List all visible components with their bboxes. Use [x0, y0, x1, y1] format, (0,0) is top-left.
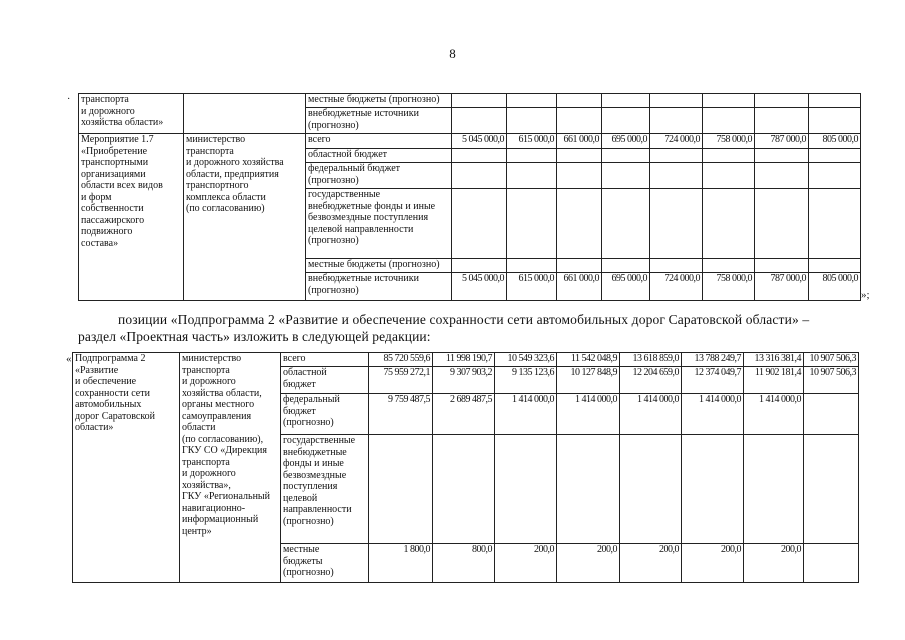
closing-quote-mark: »;: [861, 289, 870, 301]
funding-table-continued: [78, 93, 861, 301]
value-cell: 724 000,0: [650, 134, 703, 149]
value-cell: [804, 544, 859, 583]
source-cell: областной бюджет: [281, 367, 369, 394]
value-cell: 1 414 000,0: [495, 394, 557, 435]
value-cell: 615 000,0: [507, 273, 557, 301]
page-number: 8: [449, 46, 456, 61]
value-cell: 661 000,0: [557, 273, 602, 301]
source-cell: местные бюджеты (прогнозно): [281, 544, 369, 583]
value-cell: [804, 394, 859, 435]
executor-cell-empty: [184, 94, 306, 134]
source-cell: государственные внебюджетные фонды и иные безвозмездные поступления целевой направленности (прогнозно): [306, 189, 452, 259]
value-cell: 11 542 048,9: [557, 353, 620, 367]
value-cell: 10 907 506,3: [804, 353, 859, 367]
value-cell: 85 720 559,6: [369, 353, 433, 367]
measure-executor-cell: министерство транспорта и дорожного хозяйства области, предприятия транспортного комплекса области (по согласованию): [184, 134, 306, 301]
value-cell: 9 759 487,5: [369, 394, 433, 435]
value-cell: 661 000,0: [557, 134, 602, 149]
value-cell: 11 998 190,7: [433, 353, 495, 367]
source-cell: внебюджетные источники (прогнозно): [306, 273, 452, 301]
value-cell: 758 000,0: [703, 134, 755, 149]
source-cell: всего: [281, 353, 369, 367]
value-cell: 75 959 272,1: [369, 367, 433, 394]
value-cell: 12 204 659,0: [620, 367, 682, 394]
value-cell: 10 907 506,3: [804, 367, 859, 394]
paragraph-line-2: раздел «Проектная часть» изложить в следующей редакции:: [78, 329, 431, 344]
value-cell: 787 000,0: [755, 134, 809, 149]
value-cell: 787 000,0: [755, 273, 809, 301]
source-cell: местные бюджеты (прогнозно): [306, 94, 452, 108]
value-cell: 1 800,0: [369, 544, 433, 583]
table-row: [79, 134, 861, 149]
subprogram-title-cell: Подпрограмма 2 «Развитие и обеспечение сохранности сети автомобильных дорог Саратовской области»: [73, 353, 180, 583]
value-cell: 5 045 000,0: [452, 273, 507, 301]
value-cell: 1 414 000,0: [744, 394, 804, 435]
subprogram-2-table: [72, 352, 859, 583]
source-cell: внебюджетные источники (прогнозно): [306, 108, 452, 134]
value-cell: 9 135 123,6: [495, 367, 557, 394]
value-cell: 5 045 000,0: [452, 134, 507, 149]
value-cell: 2 689 487,5: [433, 394, 495, 435]
value-cell: 1 414 000,0: [557, 394, 620, 435]
value-cell: 1 414 000,0: [682, 394, 744, 435]
value-cell: 10 127 848,9: [557, 367, 620, 394]
subprogram-executor-cell: министерство транспорта и дорожного хозяйства области, органы местного самоуправления области (по согласованию), ГКУ СО «Дирекция транспорта и дорожного хозяйства», ГКУ «Региональный навигационно- информационный центр»: [180, 353, 281, 583]
source-cell: местные бюджеты (прогнозно): [306, 259, 452, 273]
value-cell: 13 788 249,7: [682, 353, 744, 367]
value-cell: 13 316 381,4: [744, 353, 804, 367]
table-row: [73, 353, 859, 367]
value-cell: 615 000,0: [507, 134, 557, 149]
value-cell: 695 000,0: [602, 134, 650, 149]
value-cell: 200,0: [495, 544, 557, 583]
value-cell: 11 902 181,4: [744, 367, 804, 394]
value-cell: 13 618 859,0: [620, 353, 682, 367]
value-cell: 805 000,0: [809, 273, 861, 301]
value-cell: 1 414 000,0: [620, 394, 682, 435]
value-cell: 9 307 903,2: [433, 367, 495, 394]
value-cell: 200,0: [744, 544, 804, 583]
value-cell: 758 000,0: [703, 273, 755, 301]
value-cell: 800,0: [433, 544, 495, 583]
value-cell: 695 000,0: [602, 273, 650, 301]
value-cell: 200,0: [620, 544, 682, 583]
source-cell: государственные внебюджетные фонды и иные безвозмездные поступления целевой направленности (прогнозно): [281, 435, 369, 544]
source-cell: всего: [306, 134, 452, 149]
margin-dot: ·: [67, 94, 71, 105]
paragraph-line-1: позиции «Подпрограмма 2 «Развитие и обеспечение сохранности сети автомобильных дорог Саратовской области» –: [118, 312, 810, 327]
value-cell: 805 000,0: [809, 134, 861, 149]
value-cell: 724 000,0: [650, 273, 703, 301]
source-cell: федеральный бюджет (прогнозно): [306, 163, 452, 189]
value-cell: 10 549 323,6: [495, 353, 557, 367]
value-cell: 200,0: [557, 544, 620, 583]
event-cell: транспорта и дорожного хозяйства области»: [79, 94, 184, 134]
table-row: [79, 94, 861, 108]
opening-quote-mark: «: [66, 353, 72, 365]
measure-title-cell: Мероприятие 1.7 «Приобретение транспортными организациями области всех видов и форм собственности пассажирского подвижного состава»: [79, 134, 184, 301]
value-cell: 12 374 049,7: [682, 367, 744, 394]
source-cell: федеральный бюджет (прогнозно): [281, 394, 369, 435]
source-cell: областной бюджет: [306, 149, 452, 163]
value-cell: 200,0: [682, 544, 744, 583]
